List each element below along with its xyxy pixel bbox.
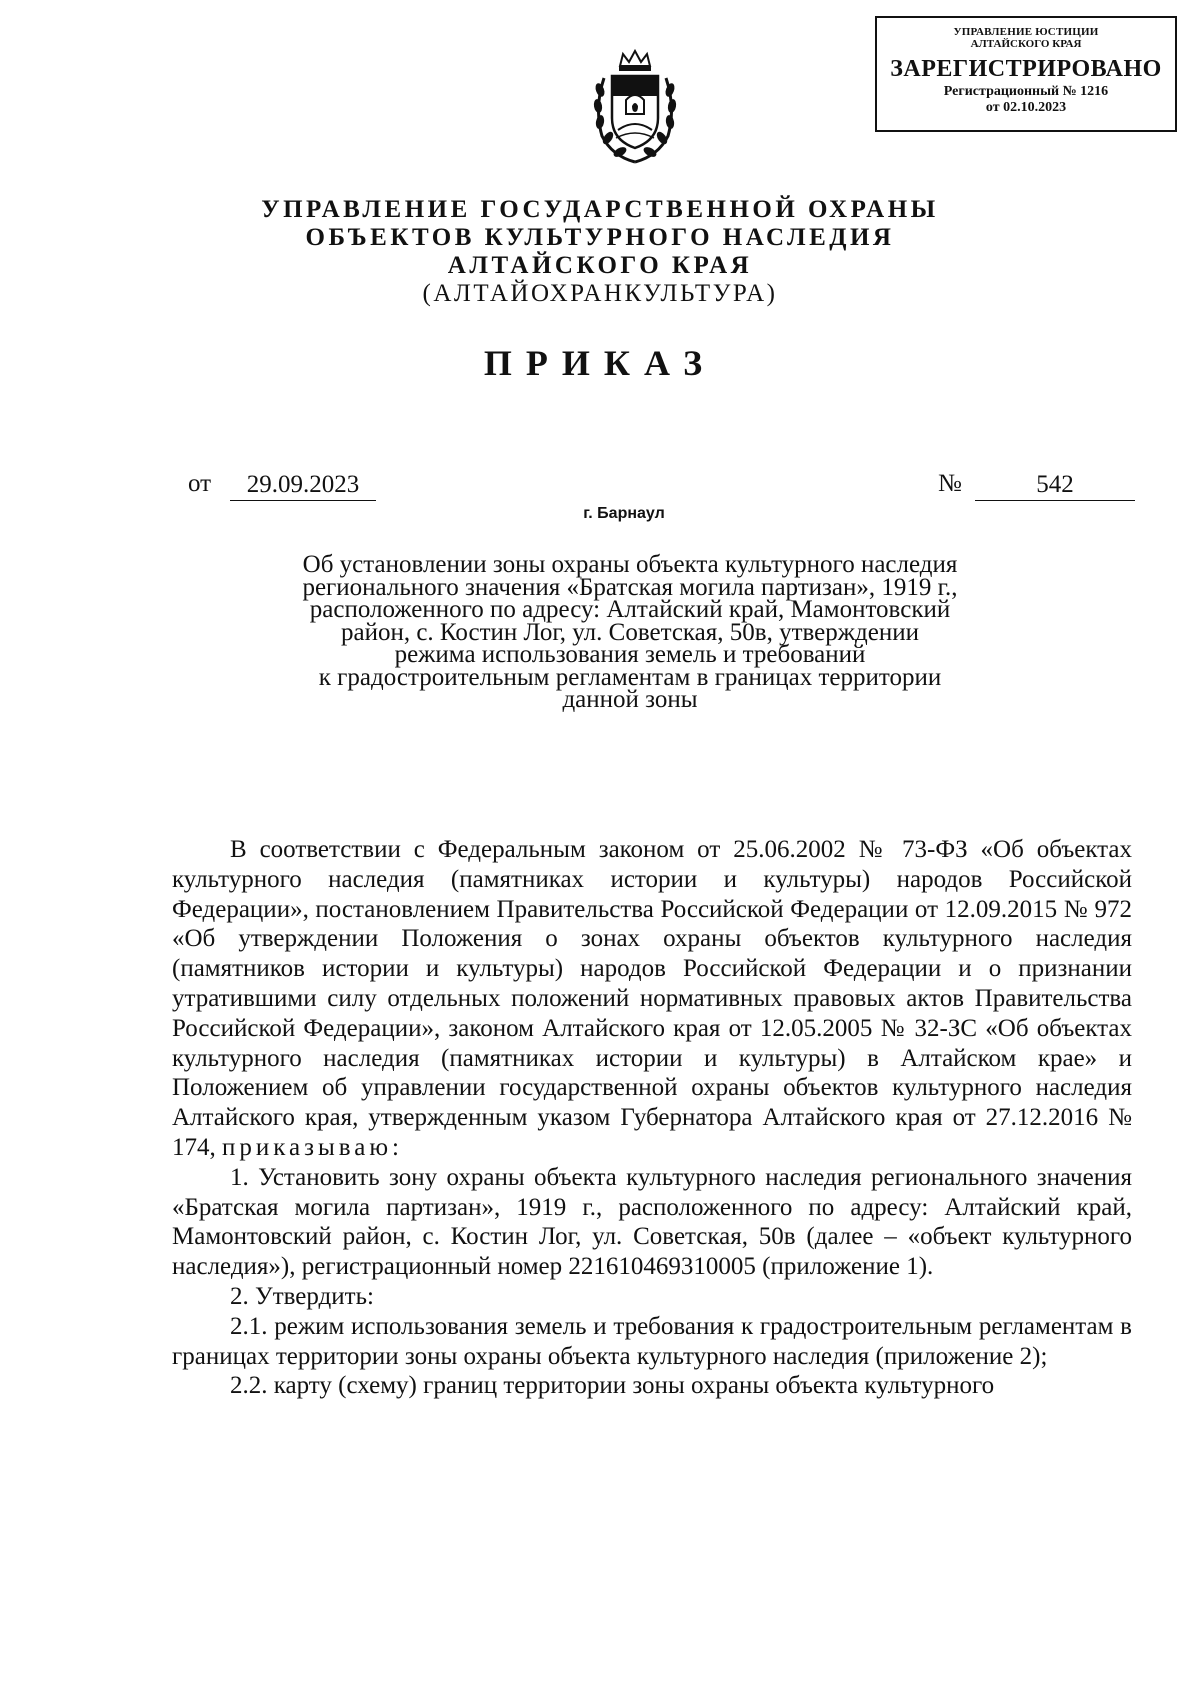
order-body — [172, 835, 1132, 1401]
item-1: 1. Установить зону охраны объекта культурного наследия регионального значения «Братская могила партизан», 1919 г., расположенного по адресу: Алтайский край, Мамонтовский район, с. Костин Лог, ул. Советская, 50в (далее – «объект культурного наследия»), регистрационный номер 221610469310005 (приложение 1). — [172, 1163, 1132, 1281]
document-date: 29.09.2023 — [230, 470, 376, 501]
subject-line: режима использования земель и требований — [394, 641, 866, 668]
document-number: 542 — [975, 470, 1135, 501]
header-line3: АЛТАЙСКОГО КРАЯ — [447, 252, 753, 279]
item-2-2: 2.2. карту (схему) границ территории зоны охраны объекта культурного — [230, 1372, 995, 1400]
document-type: ПРИКАЗ — [483, 343, 717, 383]
subject-line: расположенного по адресу: Алтайский край, Мамонтовский — [309, 596, 951, 623]
date-label: от — [188, 470, 212, 497]
subject-line: данной зоны — [562, 686, 698, 713]
registration-stamp — [875, 16, 1177, 132]
header-line2: ОБЪЕКТОВ КУЛЬТУРНОГО НАСЛЕДИЯ — [305, 224, 895, 251]
subject-line: Об установлении зоны охраны объекта культурного наследия — [302, 551, 958, 578]
header-line1: УПРАВЛЕНИЕ ГОСУДАРСТВЕННОЙ ОХРАНЫ — [261, 196, 939, 223]
number-label: № — [938, 470, 962, 497]
preamble-paragraph — [172, 835, 1132, 1163]
stamp-line2: АЛТАЙСКОГО КРАЯ — [970, 38, 1082, 50]
subject-line: район, с. Костин Лог, ул. Советская, 50в, утверждении — [340, 618, 919, 646]
stamp-reg-number: Регистрационный № 1216 — [943, 84, 1109, 99]
city: г. Барнаул — [583, 505, 665, 522]
stamp-status: ЗАРЕГИСТРИРОВАНО — [890, 56, 1162, 82]
header-abbreviation: (АЛТАЙОХРАНКУЛЬТУРА) — [422, 280, 778, 307]
stamp-line1: УПРАВЛЕНИЕ ЮСТИЦИИ — [953, 26, 1099, 38]
issuer-header — [0, 196, 1200, 308]
stamp-reg-date: от 02.10.2023 — [985, 100, 1067, 115]
order-subject — [240, 551, 1020, 713]
preamble-text: В соответствии с Федеральным законом от 25.06.2002 № 73-ФЗ «Об объектах культурного наследия (памятниках истории и культуры) народов Российской Федерации», постановлением Правительства Российской Федерации от 12.09.2015 № 972 «Об утверждении Положения о зонах охраны объектов культурного наследия (памятников истории и культуры) народов Российской Федерации и о признании утратившими силу отдельных положений нормативных правовых актов Правительства Российской Федерации», законом Алтайского края от 12.05.2005 № 32-ЗС «Об объектах культурного наследия (памятниках истории и культуры) в Алтайском крае» и Положением об управлении государственной охраны объектов культурного наследия Алтайского края, утвержденным указом Губернатора Алтайского края от 27.12.2016 № 174, — [172, 836, 1132, 1161]
item-2-1: 2.1. режим использования земель и требования к градостроительным регламентам в границах территории зоны охраны объекта культурного наследия (приложение 2); — [172, 1312, 1132, 1370]
subject-line: к градостроительным регламентам в границах территории — [318, 663, 942, 691]
item-2: 2. Утвердить: — [230, 1282, 374, 1310]
order-word: приказываю: — [222, 1133, 403, 1161]
subject-line: регионального значения «Братская могила партизан», 1919 г., — [302, 573, 958, 601]
coat-of-arms-icon — [590, 48, 680, 168]
